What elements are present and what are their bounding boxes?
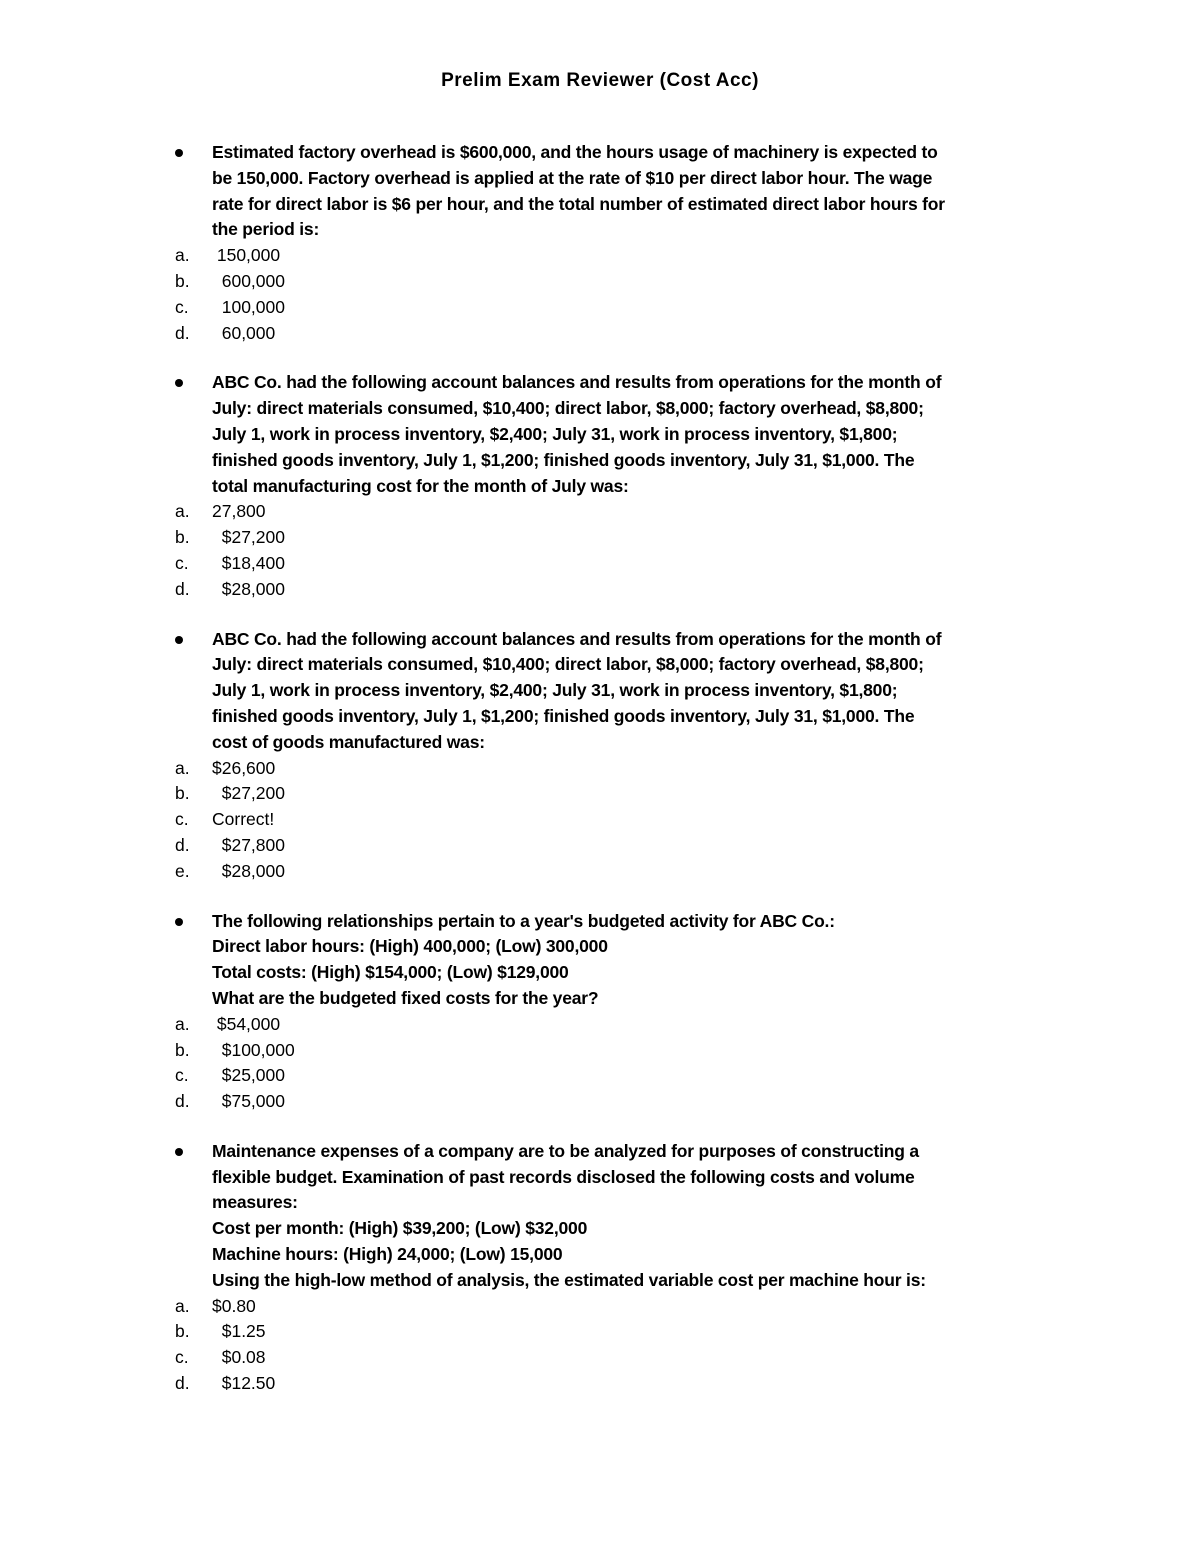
question-stem xyxy=(0,370,1060,499)
question-stem xyxy=(0,627,1060,756)
option-letter: b. xyxy=(175,1321,190,1342)
answer-options xyxy=(0,1012,1200,1115)
answer-option xyxy=(0,1371,1200,1397)
answer-options xyxy=(0,499,1200,602)
answer-option xyxy=(0,1038,1200,1064)
question-stem-line: rate for direct labor is $6 per hour, and the total number of estimated direct labor hours for xyxy=(212,193,945,214)
question-list xyxy=(0,140,1200,1421)
question-stem-line: ABC Co. had the following account balances and results from operations for the month of xyxy=(212,372,942,393)
option-text: $18,400 xyxy=(212,552,285,573)
option-text: $27,800 xyxy=(212,834,285,855)
answer-option xyxy=(0,551,1200,577)
option-text: $0.80 xyxy=(212,1295,256,1316)
bullet-icon xyxy=(175,1148,183,1156)
answer-option xyxy=(0,756,1200,782)
answer-option xyxy=(0,577,1200,603)
option-text: 60,000 xyxy=(212,322,276,343)
question-stem-line: Direct labor hours: (High) 400,000; (Low) 300,000 xyxy=(212,936,608,957)
answer-option xyxy=(0,1012,1200,1038)
answer-option xyxy=(0,1345,1200,1371)
question-stem-line: Using the high-low method of analysis, the estimated variable cost per machine hour is: xyxy=(212,1269,926,1290)
bullet-icon xyxy=(175,379,183,387)
option-letter: b. xyxy=(175,270,190,291)
answer-option xyxy=(0,833,1200,859)
bullet-icon xyxy=(175,918,183,926)
question-stem xyxy=(0,140,1060,243)
option-text: $1.25 xyxy=(212,1321,266,1342)
question-stem-line: What are the budgeted fixed costs for the year? xyxy=(212,987,599,1008)
page-title: Prelim Exam Reviewer (Cost Acc) xyxy=(441,70,759,91)
question-stem-line: total manufacturing cost for the month of July was: xyxy=(212,475,629,496)
question-stem-line: The following relationships pertain to a year's budgeted activity for ABC Co.: xyxy=(212,910,835,931)
option-text: Correct! xyxy=(212,809,275,830)
answer-options xyxy=(0,1294,1200,1397)
question-stem-line: cost of goods manufactured was: xyxy=(212,731,485,752)
question-stem-line: July: direct materials consumed, $10,400; direct labor, $8,000; factory overhead, $8,800; xyxy=(212,654,924,675)
option-text: $75,000 xyxy=(212,1091,285,1112)
option-text: 100,000 xyxy=(212,296,285,317)
question-stem-line: Machine hours: (High) 24,000; (Low) 15,000 xyxy=(212,1244,563,1265)
answer-option xyxy=(0,243,1200,269)
question-stem-line: the period is: xyxy=(212,219,320,240)
answer-option xyxy=(0,781,1200,807)
option-letter: a. xyxy=(175,1013,190,1034)
question-stem-line: Total costs: (High) $154,000; (Low) $129,000 xyxy=(212,962,569,983)
bullet-icon xyxy=(175,149,183,157)
answer-option xyxy=(0,1319,1200,1345)
option-letter: d. xyxy=(175,1373,190,1394)
option-letter: a. xyxy=(175,245,190,266)
option-text: $27,200 xyxy=(212,783,285,804)
option-letter: b. xyxy=(175,1039,190,1060)
answer-option xyxy=(0,859,1200,885)
question-stem-line: Estimated factory overhead is $600,000, and the hours usage of machinery is expected to xyxy=(212,142,938,162)
option-text: $100,000 xyxy=(212,1039,295,1060)
answer-option xyxy=(0,1089,1200,1115)
question-stem-line: ABC Co. had the following account balances and results from operations for the month of xyxy=(212,628,942,649)
option-letter: a. xyxy=(175,501,190,522)
question-item xyxy=(0,627,1200,885)
answer-option xyxy=(0,1294,1200,1320)
question-item xyxy=(0,140,1200,346)
answer-option xyxy=(0,499,1200,525)
question-item xyxy=(0,370,1200,602)
option-text: 150,000 xyxy=(212,245,281,266)
question-stem-line: be 150,000. Factory overhead is applied at the rate of $10 per direct labor hour. The wage xyxy=(212,167,933,188)
option-text: $28,000 xyxy=(212,578,285,599)
option-text: $12.50 xyxy=(212,1373,276,1394)
answer-option xyxy=(0,525,1200,551)
option-letter: c. xyxy=(175,1065,189,1086)
option-letter: a. xyxy=(175,1295,190,1316)
option-letter: b. xyxy=(175,783,190,804)
bullet-icon xyxy=(175,636,183,644)
question-stem-line: finished goods inventory, July 1, $1,200; finished goods inventory, July 31, $1,000. The xyxy=(212,449,915,470)
option-letter: c. xyxy=(175,552,189,573)
option-text: 27,800 xyxy=(212,501,266,522)
question-stem-line: July 1, work in process inventory, $2,400; July 31, work in process inventory, $1,800; xyxy=(212,423,898,444)
answer-options xyxy=(0,243,1200,346)
option-text: $26,600 xyxy=(212,757,276,778)
question-stem-line: finished goods inventory, July 1, $1,200; finished goods inventory, July 31, $1,000. The xyxy=(212,705,915,726)
option-text: $54,000 xyxy=(212,1013,281,1034)
question-stem-line: July: direct materials consumed, $10,400; direct labor, $8,000; factory overhead, $8,800; xyxy=(212,398,924,419)
option-text: 600,000 xyxy=(212,270,285,291)
option-letter: c. xyxy=(175,1347,189,1368)
option-letter: d. xyxy=(175,578,190,599)
answer-options xyxy=(0,756,1200,885)
option-letter: d. xyxy=(175,834,190,855)
option-letter: e. xyxy=(175,860,190,881)
option-letter: a. xyxy=(175,757,190,778)
question-stem-line: measures: xyxy=(212,1192,298,1213)
answer-option xyxy=(0,807,1200,833)
answer-option xyxy=(0,321,1200,347)
question-stem xyxy=(0,909,1060,1012)
question-item xyxy=(0,909,1200,1115)
question-stem-line: Cost per month: (High) $39,200; (Low) $32,000 xyxy=(212,1218,588,1239)
option-text: $25,000 xyxy=(212,1065,285,1086)
option-letter: b. xyxy=(175,527,190,548)
option-letter: c. xyxy=(175,296,189,317)
option-text: $0.08 xyxy=(212,1347,266,1368)
option-letter: d. xyxy=(175,322,190,343)
option-letter: d. xyxy=(175,1091,190,1112)
answer-option xyxy=(0,1063,1200,1089)
question-stem-line: Maintenance expenses of a company are to be analyzed for purposes of constructing a xyxy=(212,1140,919,1161)
question-stem-line: July 1, work in process inventory, $2,400; July 31, work in process inventory, $1,800; xyxy=(212,680,898,701)
answer-option xyxy=(0,269,1200,295)
question-stem xyxy=(0,1139,1060,1294)
question-stem-line: flexible budget. Examination of past records disclosed the following costs and volume xyxy=(212,1166,915,1187)
option-text: $27,200 xyxy=(212,527,285,548)
option-letter: c. xyxy=(175,809,189,830)
answer-option xyxy=(0,295,1200,321)
option-text: $28,000 xyxy=(212,860,285,881)
question-item xyxy=(0,1139,1200,1397)
